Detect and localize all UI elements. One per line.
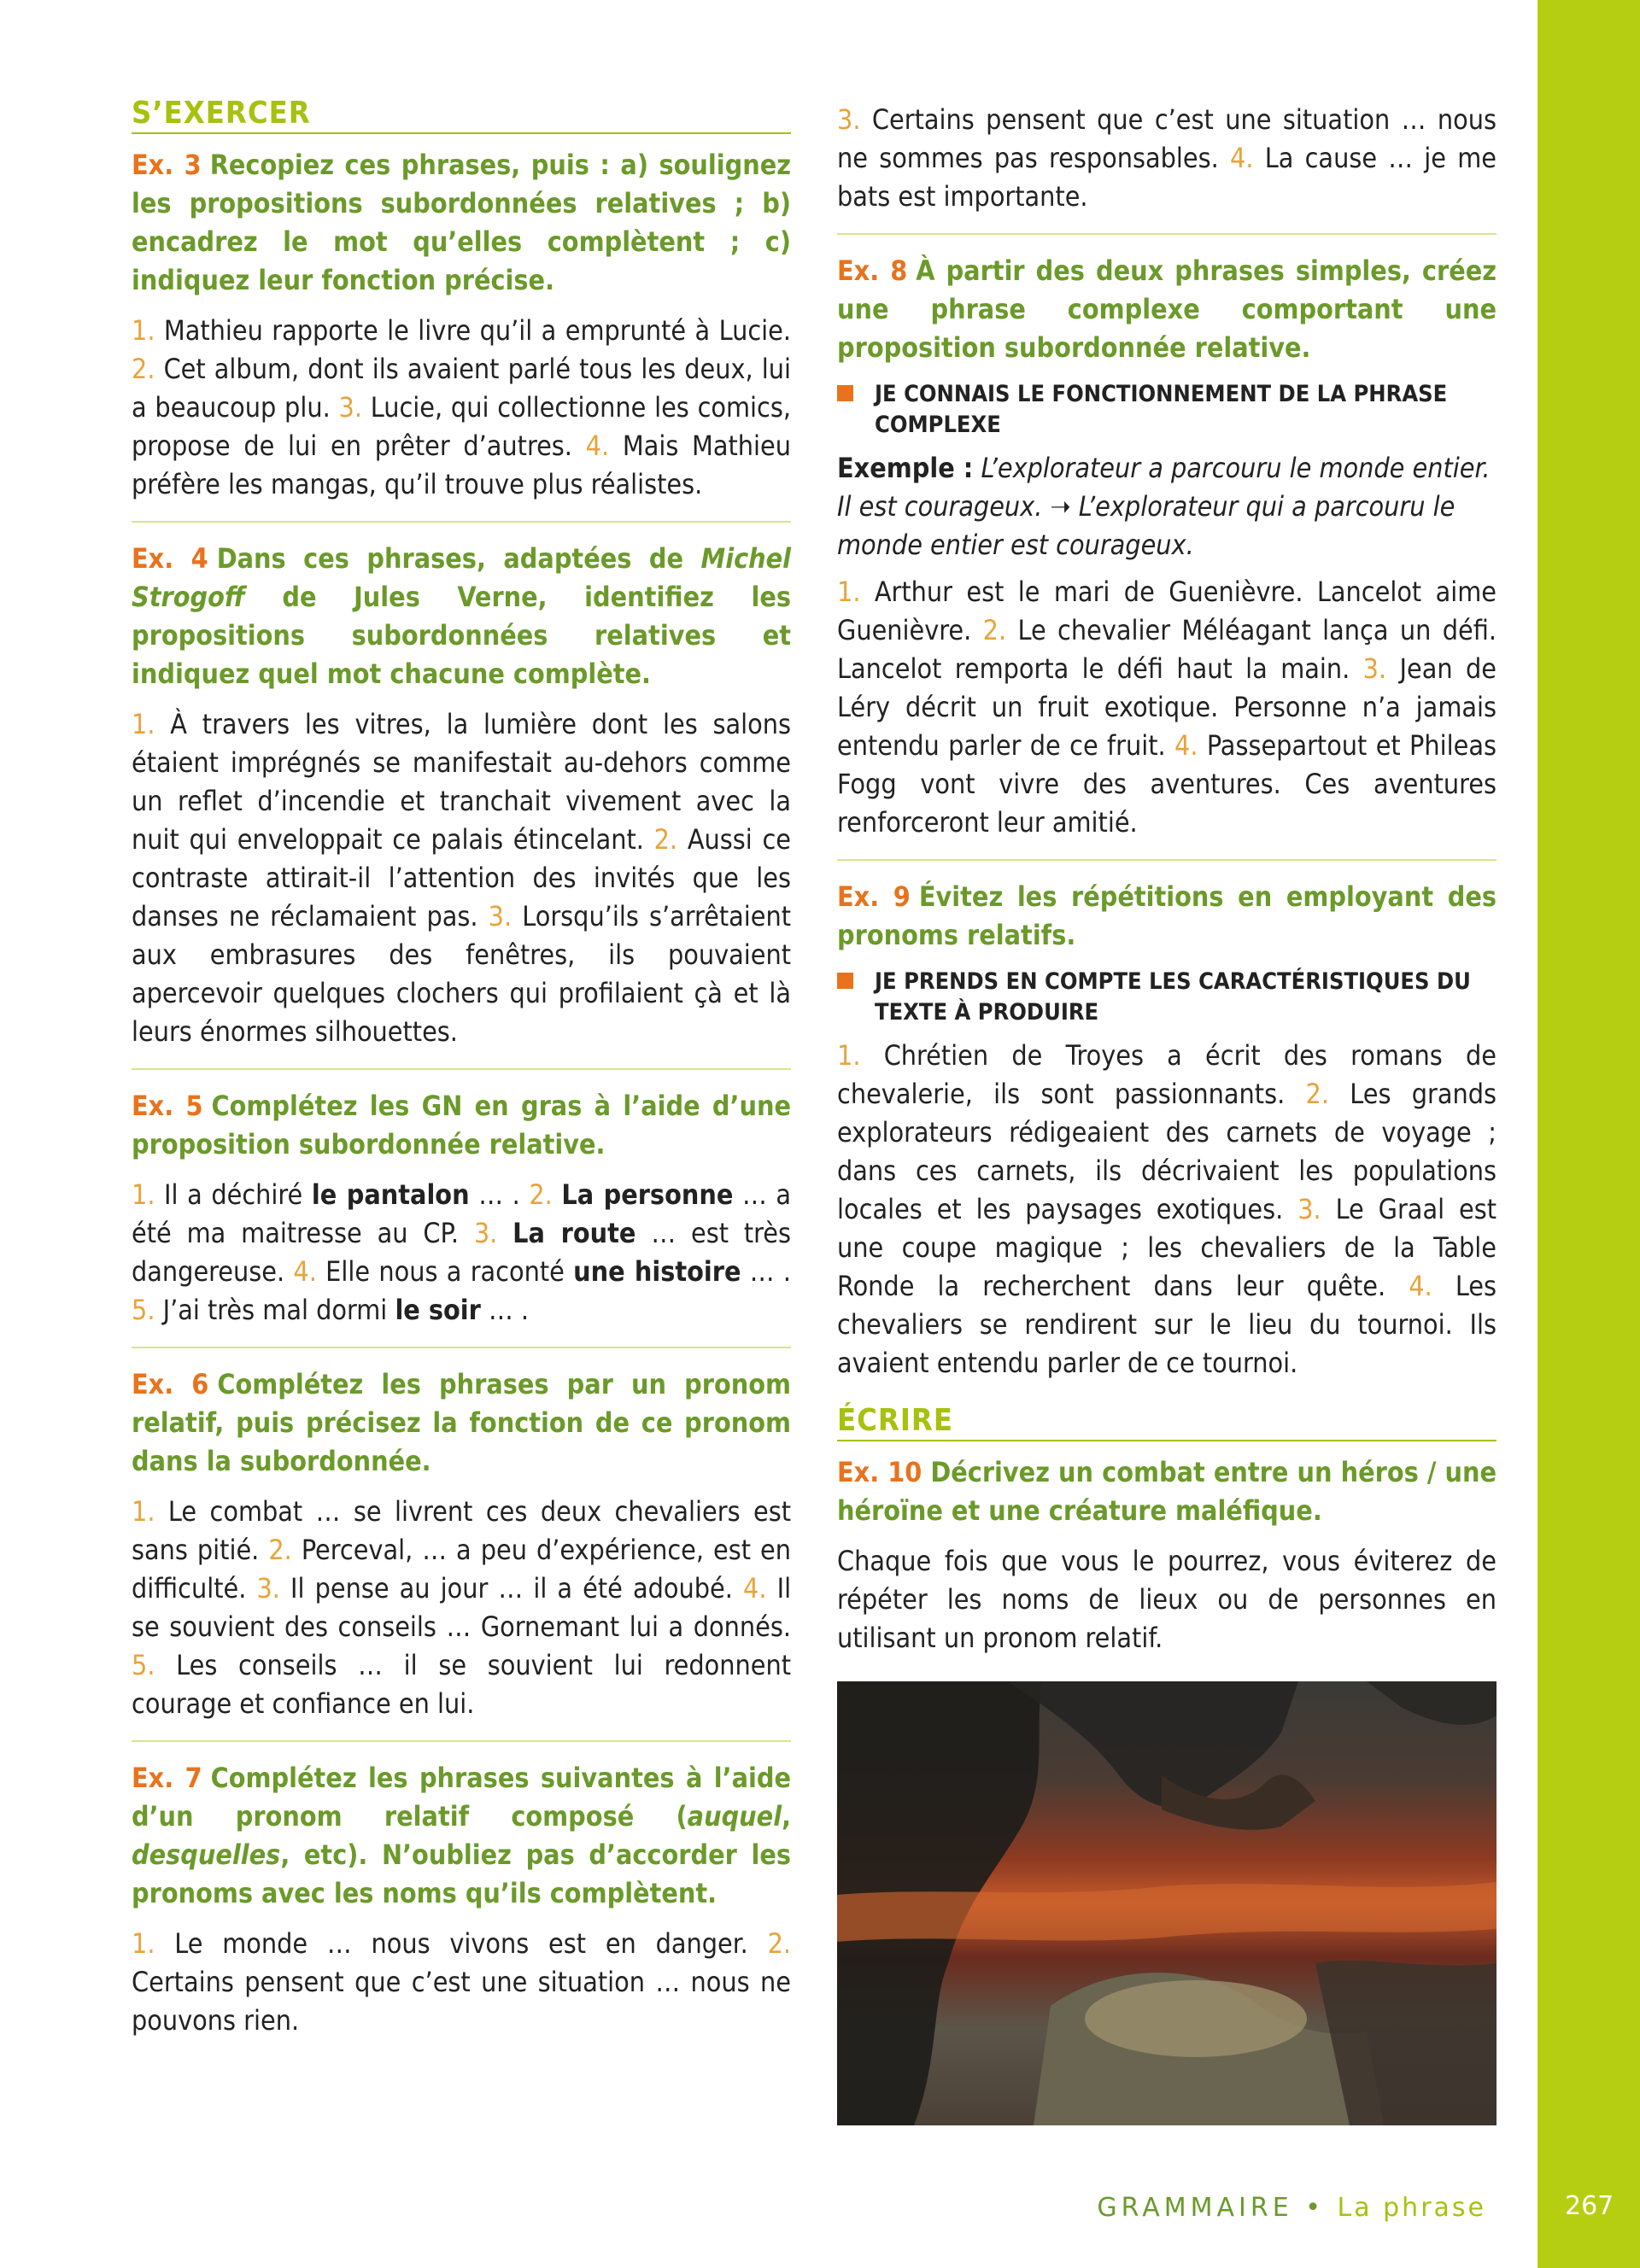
exercise-5-sentences: 1. Il a déchiré le pantalon … . 2. La personne … a été ma maitresse au CP. 3. La route … est très dangereuse. 4. Elle nous a raconté une histoire … . 5. J’ai très mal dormi le soir … . <box>132 1178 792 1326</box>
exercise-7 <box>132 1759 791 2040</box>
right-column <box>837 101 1496 2125</box>
page-number: 267 <box>1565 2191 1614 2221</box>
exercise-10-instruction: Ex. 10 Décrivez un combat entre un héros / une héroïne et une créature maléfique. <box>837 1456 1497 1527</box>
exercise-5-number: Ex. 5 <box>132 1090 203 1122</box>
exercise-5-instruction: Ex. 5 Complétez les GN en gras à l’aide d’une proposition subordonnée relative. <box>132 1090 792 1160</box>
divider <box>837 233 1496 235</box>
painting-illustration <box>837 1681 1496 2125</box>
exercise-10-body: Chaque fois que vous le pourrez, vous éviterez de répéter les noms de lieux ou de personnes en utilisant un pronom relatif. <box>837 1545 1496 1654</box>
exercise-9-instruction: Ex. 9 Évitez les répétitions en employant des pronoms relatifs. <box>837 880 1497 951</box>
section-title-ecrire: ÉCRIRE <box>837 1403 1496 1441</box>
exercise-10-number: Ex. 10 <box>837 1456 922 1488</box>
exercise-3-number: Ex. 3 <box>132 149 202 181</box>
section-title-exercer: S’EXERCER <box>132 96 791 134</box>
footer-section: GRAMMAIRE <box>1097 2193 1293 2223</box>
exercise-3-sentences: 1. Mathieu rapporte le livre qu’il a emprunté à Lucie. 2. Cet album, dont ils avaient parlé tous les deux, lui a beaucoup plu. 3. Lucie, qui collectionne les comics, propose de lui en prêter d’autres. 4. Mais Mathieu préfère les mangas, qu’il trouve plus réalistes. <box>132 314 792 500</box>
divider <box>837 859 1496 861</box>
square-bullet-icon <box>837 973 853 989</box>
running-footer <box>1097 2193 1486 2223</box>
skill-banner: JE CONNAIS LE FONCTIONNEMENT DE LA PHRASE COMPLEXE <box>837 379 1496 441</box>
arrow-icon: ➝ <box>1050 490 1071 523</box>
exercise-8-number: Ex. 8 <box>837 254 908 287</box>
exercise-8-instruction: Ex. 8 À partir des deux phrases simples, créez une phrase complexe comportant une proposition subordonnée relative. <box>837 254 1497 364</box>
exercise-6 <box>132 1365 791 1723</box>
exercise-7-number: Ex. 7 <box>132 1762 202 1794</box>
exercise-8 <box>837 252 1496 842</box>
exercise-4 <box>132 540 791 1051</box>
exercise-3 <box>132 146 791 504</box>
exercise-10 <box>837 1453 1496 1657</box>
exercise-9-sentences: 1. Chrétien de Troyes a écrit des romans de chevalerie, ils sont passionnants. 2. Les grands explorateurs rédigeaient des carnets de voyage ; dans ces carnets, ils décrivaient les populations locales et les paysages exotiques. 3. Le Graal est une coupe magique ; les chevaliers de la Table Ronde la recherchent dans leur quête. 4. Les chevaliers se rendirent sur le lieu du tournoi. Ils avaient entendu parler de ce tournoi. <box>837 1039 1497 1379</box>
footer-bullet: • <box>1305 2193 1325 2223</box>
page-side-band <box>1538 0 1640 2268</box>
footer-topic: La phrase <box>1337 2193 1486 2223</box>
divider <box>132 1068 791 1070</box>
exercise-7-sentences-continued: 3. Certains pensent que c’est une situation … nous ne sommes pas responsables. 4. La cause … je me bats est importante. <box>837 103 1497 213</box>
exercise-6-instruction: Ex. 6 Complétez les phrases par un pronom relatif, puis précisez la fonction de ce pronom dans la subordonnée. <box>132 1368 791 1477</box>
exercise-7-instruction: Ex. 7 Complétez les phrases suivantes à l’aide d’un pronom relatif composé (auquel, desquelles, etc). N’oubliez pas d’accorder les pronoms avec les noms qu’ils complètent. <box>132 1762 792 1909</box>
square-bullet-icon <box>837 385 853 401</box>
divider <box>132 1740 791 1742</box>
left-column <box>132 96 791 2040</box>
exercise-3-instruction: Ex. 3 Recopiez ces phrases, puis : a) soulignez les propositions subordonnées relatives ; b) encadrez le mot qu’elles complètent ; c) indiquez leur fonction précise. <box>132 149 792 296</box>
exercise-8-example: Exemple : L’explorateur a parcouru le monde entier. Il est courageux. ➝ L’explorateur qui a parcouru le monde entier est courageux. <box>837 452 1491 561</box>
exercise-6-number: Ex. 6 <box>132 1368 209 1400</box>
divider <box>132 521 791 523</box>
exercise-5 <box>132 1087 791 1330</box>
exercise-8-sentences: 1. Arthur est le mari de Guenièvre. Lancelot aime Guenièvre. 2. Le chevalier Méléagant lança un défi. Lancelot remporta le défi haut la main. 3. Jean de Léry décrit un fruit exotique. Personne n’a jamais entendu parler de ce fruit. 4. Passepartout et Phileas Fogg vont vivre des aventures. Ces aventures renforceront leur amitié. <box>837 576 1497 839</box>
exercise-9-number: Ex. 9 <box>837 880 911 913</box>
exercise-6-sentences: 1. Le combat … se livrent ces deux chevaliers est sans pitié. 2. Perceval, … a peu d’expérience, est en difficulté. 3. Il pense au jour … il a été adoubé. 4. Il se souvient des conseils … Gornemant lui a donnés. 5. Les conseils … il se souvient lui redonnent courage et confiance en lui. <box>132 1495 792 1720</box>
exercise-9 <box>837 878 1496 1382</box>
exercise-4-instruction: Ex. 4 Dans ces phrases, adaptées de Michel Strogoff de Jules Verne, identifiez les propositions subordonnées relatives et indiquez quel mot chacune complète. <box>132 542 792 690</box>
exercise-7-sentences-start: 1. Le monde … nous vivons est en danger. 2. Certains pensent que c’est une situation … nous ne pouvons rien. <box>132 1927 792 2037</box>
exercise-4-sentences: 1. À travers les vitres, la lumière dont les salons étaient imprégnés se manifestait au-dehors comme un reflet d’incendie et tranchait vivement avec la nuit qui enveloppait ce palais étincelant. 2. Aussi ce contraste attirait-il l’attention des invités que les danses ne réclamaient pas. 3. Lorsqu’ils s’arrêtaient aux embrasures des fenêtres, ils pouvaient apercevoir quelques clochers qui profilaient çà et là leurs énormes silhouettes. <box>132 708 792 1048</box>
divider <box>132 1347 791 1348</box>
skill-banner: JE PRENDS EN COMPTE LES CARACTÉRISTIQUES DU TEXTE À PRODUIRE <box>837 967 1496 1028</box>
exercise-4-number: Ex. 4 <box>132 542 208 575</box>
dragon-battle-painting <box>837 1681 1496 2125</box>
